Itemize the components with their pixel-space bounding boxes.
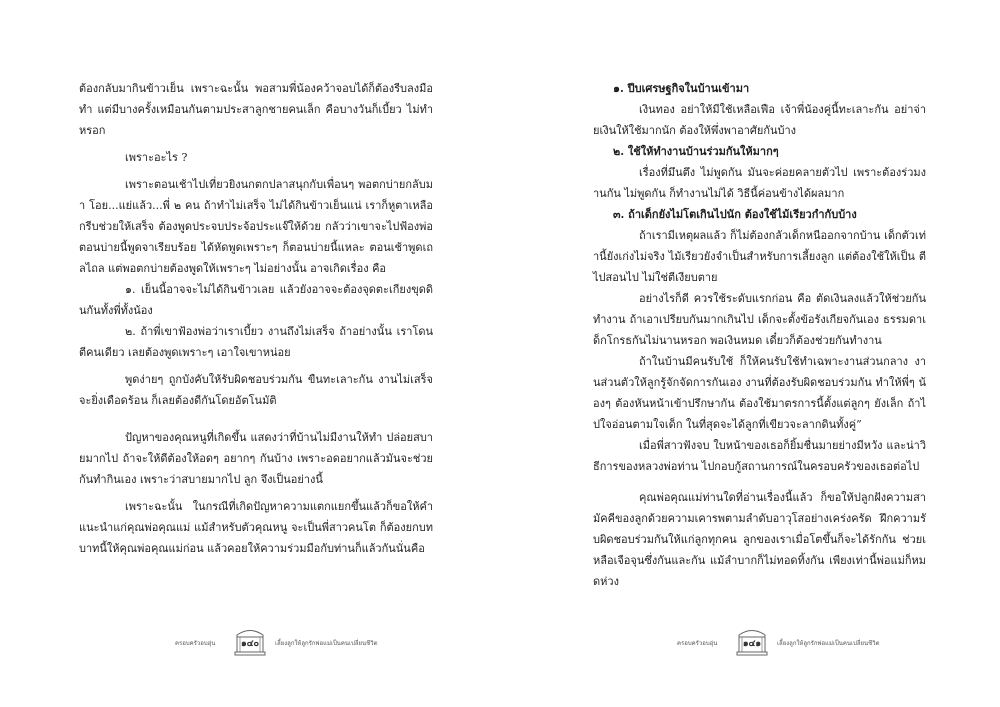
right-page-body: [593, 78, 926, 592]
footer-series-title: เลี้ยงลูกให้ลูกรักพ่อแม่เป็นคนเปลี่ยนชีวิต: [777, 640, 880, 647]
footer-book-title: ครอบครัวอบอุ่น: [175, 640, 216, 647]
page-footer: [175, 626, 475, 656]
right-page: [500, 0, 1000, 707]
paragraph: ถ้าเรามีเหตุผลแล้ว ก็ไม่ต้องกลัวเด็กหนีออกจากบ้าน เด็กตัวเท่านี้ยังเก่งไม่จริง ไม้เรียวยังจำเป็นสำหรับการเลี้ยงลูก แต่ต้องใช้ให้เป็น ตีไปสอนไป ไม่ใช่ตีเงียบตาย: [593, 229, 926, 284]
page-number-emblem: [233, 626, 267, 656]
page-number: ๑๔๐: [240, 639, 260, 649]
paragraph: ปัญหาของคุณหนูที่เกิดขึ้น แสดงว่าที่บ้านไม่มีงานให้ทำ ปล่อยสบายมากไป ถ้าจะให้ดีต้องให้อดๆ อยากๆ กันบ้าง เพราะอดอยากแล้วมันจะช่วยกันทำกินเอง เพราะว่าสบายมากไป ลูก จึงเป็นอย่างนี้: [79, 431, 433, 486]
paragraph: คุณพ่อคุณแม่ท่านใดที่อ่านเรื่องนี้แล้ว ก็ขอให้ปลูกฝังความสามัคคีของลูกด้วยความเคารพตามลำดับอาวุโสอย่างเคร่งครัด ฝึกความรับผิดชอบร่วมกันให้แก่ลูกทุกคน ลูกของเราเมื่อโตขึ้นก็จะได้รักกัน ช่วยเหลือเจือจุนซึ่งกันและกัน แม้ลำบากก็ไม่ทอดทิ้งกัน เพียงเท่านี้พ่อแม่ก็หมดห่วง: [593, 491, 926, 588]
paragraph: ต้องกลับมากินข้าวเย็น เพราะฉะนั้น พอสามพี่น้องคว้าจอบได้ก็ต้องรีบลงมือทำ แต่มีบางครั้งเหมือนกันตามประสาลูกชายคนเล็ก คือบางวันก็เบี้ยว ไม่ทำหรอก: [79, 82, 433, 137]
left-page-body: [79, 78, 433, 559]
paragraph: เพราะอะไร ?: [125, 151, 188, 164]
list-item: ๒. ถ้าพี่เขาฟ้องพ่อว่าเราเบี้ยว งานถึงไม่เสร็จ ถ้าอย่างนั้น เราโดนตีคนเดียว เลยต้องพูดเพราะๆ เอาใจเขาหน่อย: [79, 325, 433, 359]
footer-book-title: ครอบครัวอบอุ่น: [677, 640, 718, 647]
paragraph: เมื่อพี่สาวฟังจบ ใบหน้าของเธอก็ยิ้มชื่นมายย่างมีหวัง และน่าวิธีการของหลวงพ่อท่าน ไปกอบกู้สถานการณ์ในครอบครัวของเธอต่อไป: [593, 439, 926, 473]
paragraph: ถ้าในบ้านมีคนรับใช้ ก็ให้คนรับใช้ทำเฉพาะงานส่วนกลาง งานส่วนตัวให้ลูกรู้จักจัดการกันเอง งานที่ต้องรับผิดชอบร่วมกัน ทำให้พี่ๆ น้องๆ ต้องหันหน้าเข้าปรึกษากัน ต้องใช้มาตรการนี้ตั้งแต่ลูกๆ ยังเล็ก ถ้าไปใจอ่อนตามใจเด็ก ในที่สุดจะได้ลูกที่เขียวจะลากดินทั้งคู่”: [593, 355, 926, 431]
paragraph: เพราะตอนเช้าไปเที่ยวยิงนกตกปลาสนุกกับเพื่อนๆ พอตกบ่ายกลับมา โอย...แย่แล้ว...พี่ ๒ คน ถ้าทำไม่เสร็จ ไม่ได้กินข้าวเย็นแน่ เราก็หูตาเหลือกรีบช่วยให้เสร็จ ต้องพูดประจบประจ้อประแจ๊ให้ด้วย กลัวว่าเขาจะไปฟ้องพ่อ ตอนบ่ายนี้พูดจาเรียบร้อย ได้หัดพูดเพราะๆ ก็ตอนบ่ายนี้แหละ ตอนเช้าพูดเถลไถล แต่พอตกบ่ายต้องพูดให้เพราะๆ ไม่อย่างนั้น อาจเกิดเรื่อง คือ: [79, 178, 433, 275]
page-number-emblem: [735, 626, 769, 656]
section-heading: ๓. ถ้าเด็กยังไม่โตเกินไปนัก ต้องใช้ไม้เรียวกำกับบ้าง: [613, 208, 857, 221]
paragraph: เพราะฉะนั้น ในกรณีที่เกิดปัญหาความแตกแยกขึ้นแล้วก็ขอให้คำแนะนำแก่คุณพ่อคุณแม่ แม้สำหรับตัวคุณหนู จะเป็นพี่สาวคนโต ก็ต้องยกบทบาทนี้ให้คุณพ่อคุณแม่ก่อน แล้วคอยให้ความร่วมมือกับท่านก็แล้วกันนั่นคือ: [79, 500, 433, 555]
paragraph: อย่างไรก็ดี ควรใช้ระดับแรกก่อน คือ ตัดเงินลงแล้วให้ช่วยกันทำงาน ถ้าเอาเปรียบกันมากเกินไป เด็กจะตั้งข้อรังเกียจกันเอง ธรรมดาเด็กโกรธกันไม่นานหรอก พอเงินหมด เดี๋ยวก็ต้องช่วยกันทำงาน: [593, 292, 926, 347]
page-footer: [677, 626, 977, 656]
section-heading: ๒. ใช้ให้ทำงานบ้านร่วมกันให้มากๆ: [613, 145, 779, 158]
paragraph: เงินทอง อย่าให้มีใช้เหลือเฟือ เจ้าพี่น้องคู่นี้ทะเลาะกัน อย่าจ่ายเงินให้ใช้มากนัก ต้องให้พึ่งพาอาศัยกันบ้าง: [593, 103, 926, 137]
list-item: ๑. เย็นนี้อาจจะไม่ได้กินข้าวเลย แล้วยังอาจจะต้องจุดตะเกียงขุดดินกันทั้งพี่ทั้งน้อง: [79, 283, 433, 317]
page-number: ๑๔๑: [742, 639, 762, 649]
paragraph: เรื่องที่มึนตึง ไม่พูดกัน มันจะค่อยคลายตัวไป เพราะต้องร่วมงานกัน ไม่พูดกัน ก็ทำงานไม่ได้ วิธีนี้ค่อนข้างได้ผลมาก: [593, 166, 926, 200]
section-heading: ๑. ปีบเศรษฐกิจในบ้านเข้ามา: [613, 82, 750, 95]
paragraph: พูดง่ายๆ ถูกบังคับให้รับผิดชอบร่วมกัน ขืนทะเลาะกัน งานไม่เสร็จจะยิ่งเดือดร้อน ก็เลยต้องดีกันโดยอัตโนมัติ: [79, 373, 433, 407]
footer-series-title: เลี้ยงลูกให้ลูกรักพ่อแม่เป็นคนเปลี่ยนชีวิต: [275, 640, 378, 647]
